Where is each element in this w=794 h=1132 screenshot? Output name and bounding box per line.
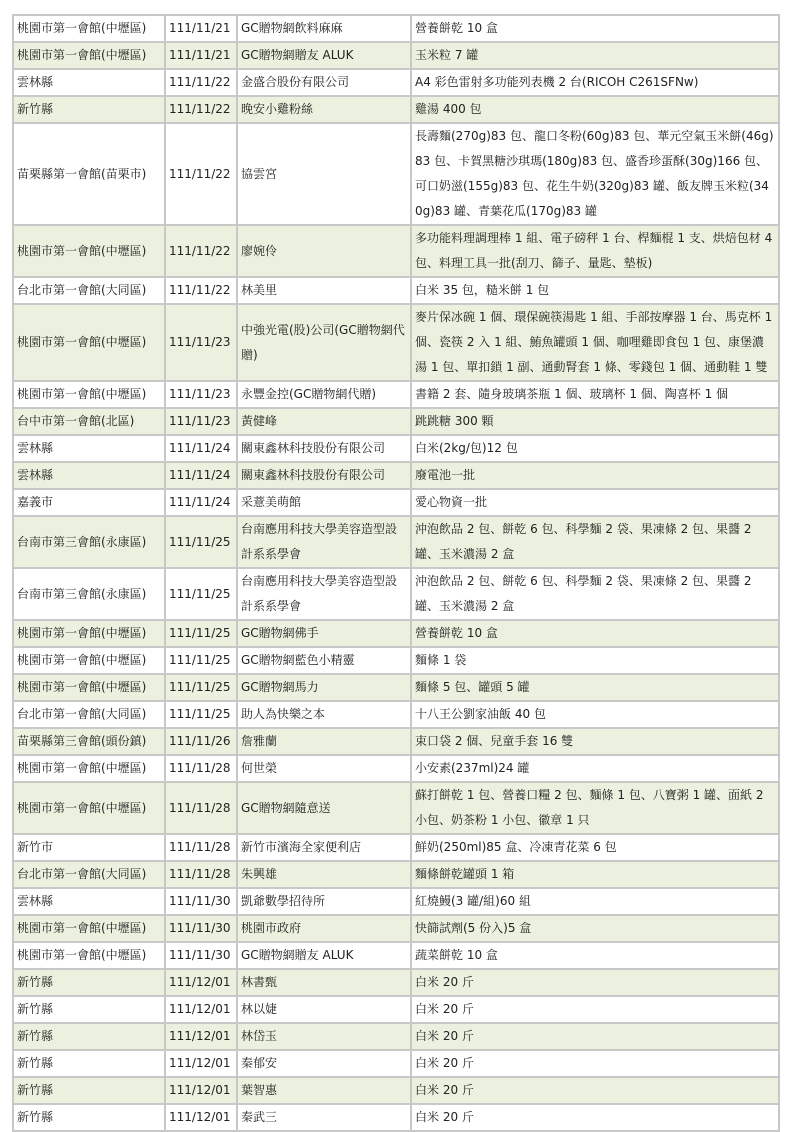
table-row [13,489,779,516]
items-cell: 長壽麵(270g)83 包、龍口冬粉(60g)83 包、華元空氣玉米餅(46g)83 包、卡賀黑糖沙琪瑪(180g)83 包、盛香珍蛋酥(30g)166 包、可口奶滋(155g)83 包、花生牛奶(320g)83 罐、飯友牌玉米粒(340g)83 罐、青葉花瓜(170g)83 罐 [411,123,779,225]
donor-cell: GC贈物網佛手 [237,620,411,647]
donor-cell: 助人為快樂之本 [237,701,411,728]
items-cell: 玉米粒 7 罐 [411,42,779,69]
date-cell: 111/12/01 [165,1077,237,1104]
donor-cell: 秦郁安 [237,1050,411,1077]
date-cell: 111/11/24 [165,462,237,489]
table-row [13,888,779,915]
donor-cell: 關東鑫林科技股份有限公司 [237,462,411,489]
donor-cell: 廖婉伶 [237,225,411,277]
donation-table [12,14,780,1132]
table-row [13,123,779,225]
location-cell: 台北市第一會館(大同區) [13,277,165,304]
items-cell: 白米(2kg/包)12 包 [411,435,779,462]
table-row [13,304,779,381]
location-cell: 台北市第一會館(大同區) [13,861,165,888]
donor-cell: 詹雅蘭 [237,728,411,755]
items-cell: 廢電池一批 [411,462,779,489]
date-cell: 111/11/21 [165,42,237,69]
location-cell: 台南市第三會館(永康區) [13,516,165,568]
date-cell: 111/11/25 [165,568,237,620]
table-row [13,225,779,277]
table-row [13,915,779,942]
items-cell: 營養餅乾 10 盒 [411,15,779,42]
donor-cell: 中強光電(股)公司(GC贈物網代贈) [237,304,411,381]
items-cell: 書籍 2 套、隨身玻璃茶瓶 1 個、玻璃杯 1 個、陶喜杯 1 個 [411,381,779,408]
location-cell: 桃園市第一會館(中壢區) [13,755,165,782]
location-cell: 桃園市第一會館(中壢區) [13,782,165,834]
donor-cell: 台南應用科技大學美容造型設計系系學會 [237,568,411,620]
table-row [13,568,779,620]
date-cell: 111/11/24 [165,435,237,462]
date-cell: 111/11/22 [165,69,237,96]
location-cell: 雲林縣 [13,888,165,915]
table-row [13,996,779,1023]
date-cell: 111/12/01 [165,1050,237,1077]
location-cell: 新竹縣 [13,1023,165,1050]
items-cell: 白米 20 斤 [411,969,779,996]
table-row [13,435,779,462]
table-row [13,516,779,568]
location-cell: 桃園市第一會館(中壢區) [13,915,165,942]
items-cell: 白米 20 斤 [411,1104,779,1131]
items-cell: 白米 20 斤 [411,1077,779,1104]
table-row [13,647,779,674]
table-row [13,1023,779,1050]
donation-table-body [13,15,779,1131]
location-cell: 桃園市第一會館(中壢區) [13,42,165,69]
location-cell: 新竹縣 [13,969,165,996]
date-cell: 111/11/26 [165,728,237,755]
date-cell: 111/11/24 [165,489,237,516]
location-cell: 桃園市第一會館(中壢區) [13,942,165,969]
table-row [13,942,779,969]
table-row [13,969,779,996]
items-cell: 白米 20 斤 [411,1050,779,1077]
date-cell: 111/11/28 [165,755,237,782]
table-row [13,69,779,96]
donor-cell: GC贈物網馬力 [237,674,411,701]
donor-cell: 何世榮 [237,755,411,782]
table-row [13,1050,779,1077]
date-cell: 111/11/28 [165,782,237,834]
items-cell: 麵條餅乾罐頭 1 箱 [411,861,779,888]
date-cell: 111/12/01 [165,1023,237,1050]
items-cell: 十八王公劉家油飯 40 包 [411,701,779,728]
donor-cell: 關東鑫林科技股份有限公司 [237,435,411,462]
items-cell: 紅燒鰻(3 罐/組)60 組 [411,888,779,915]
table-row [13,15,779,42]
items-cell: 白米 20 斤 [411,996,779,1023]
donor-cell: 桃園市政府 [237,915,411,942]
location-cell: 苗栗縣第一會館(苗栗市) [13,123,165,225]
location-cell: 新竹縣 [13,96,165,123]
location-cell: 苗栗縣第三會館(頭份鎮) [13,728,165,755]
location-cell: 台南市第三會館(永康區) [13,568,165,620]
donor-cell: 朱興雄 [237,861,411,888]
items-cell: 快篩試劑(5 份入)5 盒 [411,915,779,942]
items-cell: 束口袋 2 個、兒童手套 16 雙 [411,728,779,755]
date-cell: 111/11/25 [165,620,237,647]
items-cell: 跳跳糖 300 顆 [411,408,779,435]
location-cell: 桃園市第一會館(中壢區) [13,381,165,408]
donor-cell: 凱爺數學招待所 [237,888,411,915]
date-cell: 111/11/22 [165,225,237,277]
table-row [13,1104,779,1131]
donor-cell: 新竹市濱海全家便利店 [237,834,411,861]
location-cell: 台中市第一會館(北區) [13,408,165,435]
items-cell: 麵條 1 袋 [411,647,779,674]
date-cell: 111/11/23 [165,408,237,435]
table-row [13,381,779,408]
location-cell: 雲林縣 [13,462,165,489]
date-cell: 111/11/30 [165,915,237,942]
date-cell: 111/11/28 [165,861,237,888]
location-cell: 桃園市第一會館(中壢區) [13,647,165,674]
table-row [13,462,779,489]
items-cell: 多功能料理調理棒 1 組、電子磅秤 1 台、桿麵棍 1 支、烘焙包材 4 包、料理工具一批(刮刀、篩子、量匙、墊板) [411,225,779,277]
location-cell: 新竹縣 [13,1104,165,1131]
table-row [13,701,779,728]
table-row [13,861,779,888]
location-cell: 桃園市第一會館(中壢區) [13,225,165,277]
table-row [13,1077,779,1104]
items-cell: 愛心物資一批 [411,489,779,516]
table-row [13,96,779,123]
donor-cell: 金盛合股份有限公司 [237,69,411,96]
donor-cell: 葉智惠 [237,1077,411,1104]
location-cell: 新竹縣 [13,1050,165,1077]
donor-cell: 林美里 [237,277,411,304]
table-row [13,755,779,782]
donor-cell: 晚安小雞粉絲 [237,96,411,123]
donor-cell: GC贈物網飲料麻麻 [237,15,411,42]
items-cell: 白米 35 包，糙米餅 1 包 [411,277,779,304]
location-cell: 新竹縣 [13,1077,165,1104]
table-row [13,728,779,755]
date-cell: 111/11/25 [165,674,237,701]
items-cell: 蘇打餅乾 1 包、營養口糧 2 包、麵條 1 包、八寶粥 1 罐、面紙 2 小包、奶茶粉 1 小包、徽章 1 只 [411,782,779,834]
location-cell: 桃園市第一會館(中壢區) [13,15,165,42]
donor-cell: 林岱玉 [237,1023,411,1050]
donor-cell: 秦武三 [237,1104,411,1131]
items-cell: A4 彩色雷射多功能列表機 2 台(RICOH C261SFNw) [411,69,779,96]
date-cell: 111/12/01 [165,969,237,996]
table-row [13,674,779,701]
table-row [13,408,779,435]
date-cell: 111/11/30 [165,888,237,915]
items-cell: 麵條 5 包、罐頭 5 罐 [411,674,779,701]
date-cell: 111/12/01 [165,996,237,1023]
date-cell: 111/11/23 [165,304,237,381]
location-cell: 雲林縣 [13,69,165,96]
table-row [13,620,779,647]
date-cell: 111/12/01 [165,1104,237,1131]
items-cell: 沖泡飲品 2 包、餅乾 6 包、科學麵 2 袋、果凍條 2 包、果醬 2 罐、玉米濃湯 2 盒 [411,568,779,620]
table-row [13,782,779,834]
items-cell: 鮮奶(250ml)85 盒、冷凍青花菜 6 包 [411,834,779,861]
date-cell: 111/11/21 [165,15,237,42]
donor-cell: GC贈物網隨意送 [237,782,411,834]
date-cell: 111/11/22 [165,277,237,304]
date-cell: 111/11/23 [165,381,237,408]
date-cell: 111/11/22 [165,96,237,123]
location-cell: 台北市第一會館(大同區) [13,701,165,728]
donor-cell: 協雲宮 [237,123,411,225]
donor-cell: 林書甄 [237,969,411,996]
donor-cell: 台南應用科技大學美容造型設計系系學會 [237,516,411,568]
donor-cell: GC贈物網藍色小精靈 [237,647,411,674]
location-cell: 桃園市第一會館(中壢區) [13,304,165,381]
date-cell: 111/11/25 [165,516,237,568]
date-cell: 111/11/28 [165,834,237,861]
items-cell: 蔬菜餅乾 10 盒 [411,942,779,969]
donor-cell: GC贈物網贈友 ALUK [237,42,411,69]
items-cell: 雞湯 400 包 [411,96,779,123]
date-cell: 111/11/25 [165,701,237,728]
location-cell: 新竹市 [13,834,165,861]
table-row [13,277,779,304]
items-cell: 白米 20 斤 [411,1023,779,1050]
location-cell: 嘉義市 [13,489,165,516]
table-row [13,834,779,861]
items-cell: 小安素(237ml)24 罐 [411,755,779,782]
date-cell: 111/11/30 [165,942,237,969]
table-row [13,42,779,69]
location-cell: 桃園市第一會館(中壢區) [13,620,165,647]
location-cell: 雲林縣 [13,435,165,462]
donor-cell: GC贈物網贈友 ALUK [237,942,411,969]
date-cell: 111/11/25 [165,647,237,674]
date-cell: 111/11/22 [165,123,237,225]
items-cell: 麥片保冰碗 1 個、環保碗筷湯匙 1 組、手部按摩器 1 台、馬克杯 1 個、瓷筷 2 入 1 組、鮪魚罐頭 1 個、咖哩雞即食包 1 包、康堡濃湯 1 包、單扣鎖 1 副、通動腎套 1 條、零錢包 1 個、通動鞋 1 雙 [411,304,779,381]
location-cell: 桃園市第一會館(中壢區) [13,674,165,701]
items-cell: 沖泡飲品 2 包、餅乾 6 包、科學麵 2 袋、果凍條 2 包、果醬 2 罐、玉米濃湯 2 盒 [411,516,779,568]
items-cell: 營養餅乾 10 盒 [411,620,779,647]
location-cell: 新竹縣 [13,996,165,1023]
donor-cell: 黃健峰 [237,408,411,435]
donor-cell: 永豐金控(GC贈物網代贈) [237,381,411,408]
donor-cell: 采薏美萌館 [237,489,411,516]
donor-cell: 林以婕 [237,996,411,1023]
